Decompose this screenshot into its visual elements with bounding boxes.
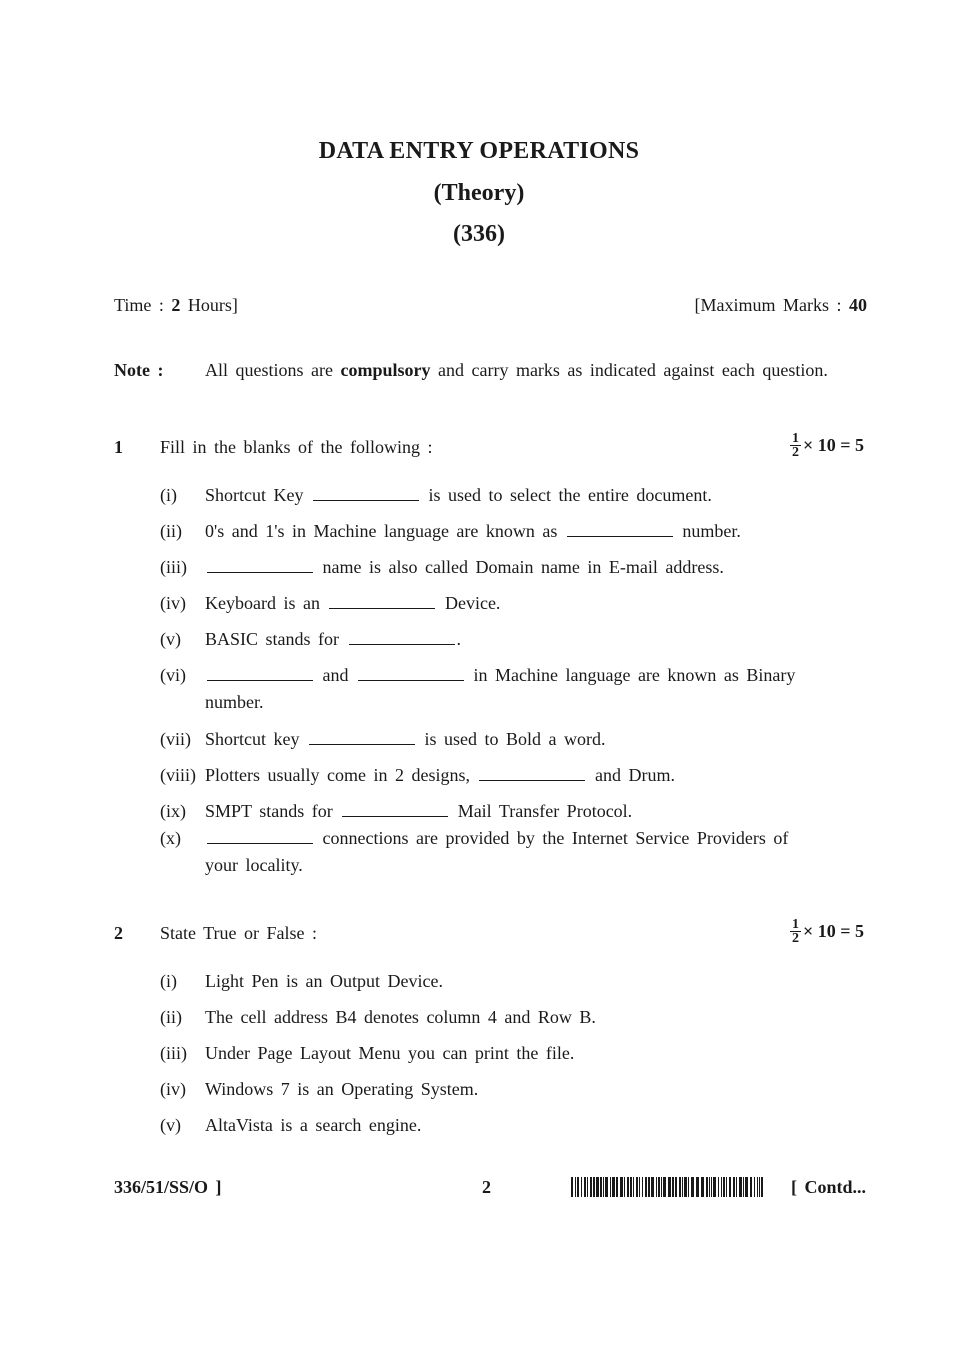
time-info bbox=[114, 295, 238, 316]
fill-in-item bbox=[205, 801, 632, 822]
true-false-item: Windows 7 is an Operating System. bbox=[205, 1079, 479, 1099]
item-numeral: (ii) bbox=[160, 1007, 182, 1027]
fraction-denominator: 2 bbox=[791, 445, 799, 460]
fill-in-item bbox=[205, 765, 675, 786]
paper-code: (336) bbox=[453, 221, 505, 247]
item-numeral: (iii) bbox=[160, 1043, 187, 1063]
item-text-before: SMPT stands for bbox=[205, 801, 333, 821]
fill-in-item bbox=[205, 557, 724, 578]
item-numeral: (v) bbox=[160, 1115, 181, 1135]
answer-blank bbox=[207, 558, 313, 573]
paper-subtitle: (Theory) bbox=[433, 180, 525, 206]
item-text-before: Keyboard is an bbox=[205, 593, 320, 613]
question-prompt: Fill in the blanks of the following : bbox=[160, 437, 433, 457]
question-prompt: State True or False : bbox=[160, 923, 318, 943]
barcode-image bbox=[571, 1177, 765, 1197]
item-text-after: . bbox=[456, 629, 462, 649]
item-numeral: (iv) bbox=[160, 1079, 186, 1099]
item-continuation: your locality. bbox=[205, 855, 303, 875]
item-text-after: is used to select the entire document. bbox=[428, 485, 712, 505]
item-text-before: Plotters usually come in 2 designs, bbox=[205, 765, 470, 785]
paper-title: DATA ENTRY OPERATIONS bbox=[318, 138, 640, 164]
true-false-item: The cell address B4 denotes column 4 and Row B. bbox=[205, 1007, 596, 1027]
question-marks bbox=[790, 432, 864, 459]
fill-in-item bbox=[205, 485, 712, 506]
item-text-after: in Machine language are known as Binary bbox=[473, 665, 796, 685]
fill-in-item bbox=[205, 629, 461, 650]
footer-page-number: 2 bbox=[482, 1177, 491, 1197]
footer-paper-code: 336/51/SS/O ] bbox=[114, 1177, 222, 1197]
marks-label: [Maximum Marks : bbox=[694, 295, 849, 315]
answer-blank bbox=[342, 802, 448, 817]
answer-blank bbox=[207, 666, 313, 681]
item-numeral: (vi) bbox=[160, 665, 186, 685]
item-text-after: Device. bbox=[444, 593, 501, 613]
answer-blank bbox=[313, 486, 419, 501]
item-numeral: (i) bbox=[160, 971, 177, 991]
footer-contd: [ Contd... bbox=[790, 1177, 866, 1197]
item-text-before: BASIC stands for bbox=[205, 629, 340, 649]
item-text-middle: and bbox=[322, 665, 349, 685]
answer-blank bbox=[207, 829, 313, 844]
marks-multiplier: × 10 = 5 bbox=[802, 921, 864, 941]
fraction-numerator: 1 bbox=[791, 917, 799, 932]
question-marks bbox=[790, 918, 864, 945]
answer-blank bbox=[567, 522, 673, 537]
answer-blank bbox=[309, 730, 415, 745]
question-number: 2 bbox=[114, 923, 123, 943]
note-text-bold: compulsory bbox=[340, 360, 431, 380]
true-false-item: AltaVista is a search engine. bbox=[205, 1115, 422, 1135]
item-text-after: is used to Bold a word. bbox=[424, 729, 606, 749]
fill-in-item bbox=[205, 665, 795, 686]
fraction-denominator: 2 bbox=[791, 931, 799, 946]
time-unit: Hours] bbox=[180, 295, 238, 315]
answer-blank bbox=[329, 594, 435, 609]
item-text-after: number. bbox=[682, 521, 741, 541]
fill-in-item bbox=[205, 593, 500, 614]
max-marks-info bbox=[695, 295, 868, 316]
fill-in-item bbox=[205, 828, 788, 849]
item-text-after: name is also called Domain name in E-mail address. bbox=[322, 557, 724, 577]
item-numeral: (iii) bbox=[160, 557, 187, 577]
marks-multiplier: × 10 = 5 bbox=[802, 435, 864, 455]
item-numeral: (x) bbox=[160, 828, 181, 848]
fill-in-item bbox=[205, 521, 741, 542]
true-false-item: Under Page Layout Menu you can print the file. bbox=[205, 1043, 575, 1063]
note-text bbox=[205, 360, 828, 381]
item-text-before: Shortcut key bbox=[205, 729, 300, 749]
item-numeral: (v) bbox=[160, 629, 181, 649]
question-number: 1 bbox=[114, 437, 123, 457]
marks-value: 40 bbox=[849, 295, 867, 315]
item-numeral: (ii) bbox=[160, 521, 182, 541]
item-numeral: (i) bbox=[160, 485, 177, 505]
note-text-before: All questions are bbox=[205, 360, 341, 380]
fill-in-item bbox=[205, 729, 606, 750]
fraction bbox=[790, 918, 801, 945]
item-continuation: number. bbox=[205, 692, 264, 712]
note-text-after: and carry marks as indicated against each question. bbox=[430, 360, 828, 380]
answer-blank bbox=[479, 766, 585, 781]
item-text-after: connections are provided by the Internet Service Providers of bbox=[322, 828, 789, 848]
item-numeral: (ix) bbox=[160, 801, 186, 821]
note-label: Note : bbox=[114, 360, 164, 380]
fraction bbox=[790, 432, 801, 459]
item-text-before: Shortcut Key bbox=[205, 485, 304, 505]
item-numeral: (viii) bbox=[160, 765, 196, 785]
item-text-after: and Drum. bbox=[594, 765, 675, 785]
item-numeral: (vii) bbox=[160, 729, 191, 749]
time-label: Time : bbox=[114, 295, 172, 315]
item-text-before: 0's and 1's in Machine language are known as bbox=[205, 521, 558, 541]
item-numeral: (iv) bbox=[160, 593, 186, 613]
item-text-after: Mail Transfer Protocol. bbox=[457, 801, 633, 821]
true-false-item: Light Pen is an Output Device. bbox=[205, 971, 443, 991]
answer-blank bbox=[349, 630, 455, 645]
time-value: 2 bbox=[171, 295, 181, 315]
answer-blank bbox=[358, 666, 464, 681]
fraction-numerator: 1 bbox=[791, 431, 799, 446]
